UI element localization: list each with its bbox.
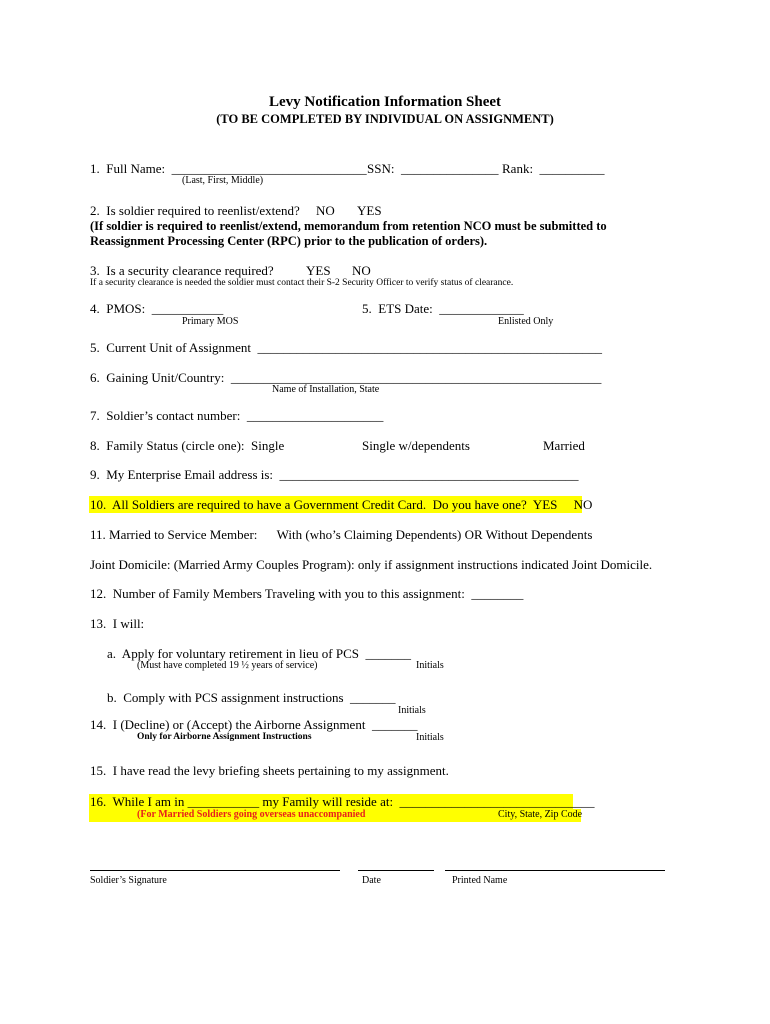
ets-date-field[interactable]: 5. ETS Date: _____________ bbox=[362, 301, 524, 316]
full-name-field[interactable]: 1. Full Name: ______________________________ bbox=[90, 161, 367, 176]
reenlist-note-line1: (If soldier is required to reenlist/extend, memorandum from retention NCO must be submitted to bbox=[90, 219, 607, 233]
date-label: Date bbox=[362, 875, 381, 886]
page-subtitle: (TO BE COMPLETED BY INDIVIDUAL ON ASSIGNMENT) bbox=[216, 112, 554, 126]
family-residence-hint: (For Married Soldiers going overseas unaccompanied bbox=[137, 809, 366, 820]
family-members-traveling-field[interactable]: 12. Number of Family Members Traveling with you to this assignment: ________ bbox=[90, 586, 524, 601]
contact-number-field[interactable]: 7. Soldier’s contact number: _____________________ bbox=[90, 408, 384, 423]
full-name-hint: (Last, First, Middle) bbox=[182, 175, 264, 186]
pmos-hint: Primary MOS bbox=[182, 316, 239, 327]
reenlist-question[interactable]: 2. Is soldier required to reenlist/extend? NO YES bbox=[90, 203, 382, 218]
security-clearance-yes[interactable]: YES bbox=[306, 263, 331, 278]
date-line[interactable] bbox=[358, 870, 434, 871]
family-residence-field[interactable]: 16. While I am in ___________ my Family will reside at: ______________________________ bbox=[90, 794, 595, 809]
page-title: Levy Notification Information Sheet bbox=[268, 94, 502, 110]
ets-date-hint: Enlisted Only bbox=[498, 316, 554, 327]
gaining-unit-field[interactable]: 6. Gaining Unit/Country: _________________________________________________________ bbox=[90, 370, 602, 385]
voluntary-retirement-hint: (Must have completed 19 ½ years of service) bbox=[137, 660, 318, 671]
printed-name-line[interactable] bbox=[445, 870, 665, 871]
credit-card-question[interactable]: 10. All Soldiers are required to have a Government Credit Card. Do you have one? YES NO bbox=[90, 497, 593, 512]
security-clearance-note: If a security clearance is needed the soldier must contact their S-2 Security Officer to verify status of clearance. bbox=[90, 278, 514, 288]
ssn-field[interactable]: SSN: _______________ bbox=[367, 161, 499, 176]
family-residence-location-hint: City, State, Zip Code bbox=[498, 809, 583, 820]
gaining-unit-hint: Name of Installation, State bbox=[272, 384, 380, 395]
airborne-assignment-initials: Initials bbox=[416, 732, 444, 743]
pcs-instructions-field[interactable]: b. Comply with PCS assignment instructions _______ bbox=[107, 690, 396, 705]
email-field[interactable]: 9. My Enterprise Email address is: ______________________________________________ bbox=[90, 467, 579, 482]
voluntary-retirement-initials: Initials bbox=[416, 660, 444, 671]
airborne-assignment-field[interactable]: 14. I (Decline) or (Accept) the Airborne Assignment _______ bbox=[90, 717, 418, 732]
pmos-field[interactable]: 4. PMOS: ___________ bbox=[90, 301, 224, 316]
signature-label: Soldier’s Signature bbox=[90, 875, 167, 886]
security-clearance-no[interactable]: NO bbox=[352, 263, 371, 278]
security-clearance-question: 3. Is a security clearance required? bbox=[90, 263, 274, 278]
married-to-service-member[interactable]: 11. Married to Service Member: With (who’s Claiming Dependents) OR Without Dependents bbox=[90, 527, 593, 542]
i-will-label: 13. I will: bbox=[90, 616, 145, 631]
family-status-married[interactable]: Married bbox=[543, 438, 585, 453]
family-status-single-dependents[interactable]: Single w/dependents bbox=[362, 438, 470, 453]
printed-name-label: Printed Name bbox=[452, 875, 508, 886]
current-unit-field[interactable]: 5. Current Unit of Assignment _____________________________________________________ bbox=[90, 340, 603, 355]
signature-line[interactable] bbox=[90, 870, 340, 871]
joint-domicile: Joint Domicile: (Married Army Couples Program): only if assignment instructions indicated Joint Domicile. bbox=[90, 557, 653, 572]
voluntary-retirement-field[interactable]: a. Apply for voluntary retirement in lieu of PCS _______ bbox=[107, 646, 412, 661]
pcs-instructions-initials: Initials bbox=[398, 705, 426, 716]
family-status-single[interactable]: 8. Family Status (circle one): Single bbox=[90, 438, 285, 453]
airborne-assignment-hint: Only for Airborne Assignment Instructions bbox=[137, 732, 312, 742]
rank-field[interactable]: Rank: __________ bbox=[502, 161, 605, 176]
reenlist-note-line2: Reassignment Processing Center (RPC) prior to the publication of orders). bbox=[90, 234, 488, 248]
levy-briefing-statement: 15. I have read the levy briefing sheets pertaining to my assignment. bbox=[90, 763, 449, 778]
